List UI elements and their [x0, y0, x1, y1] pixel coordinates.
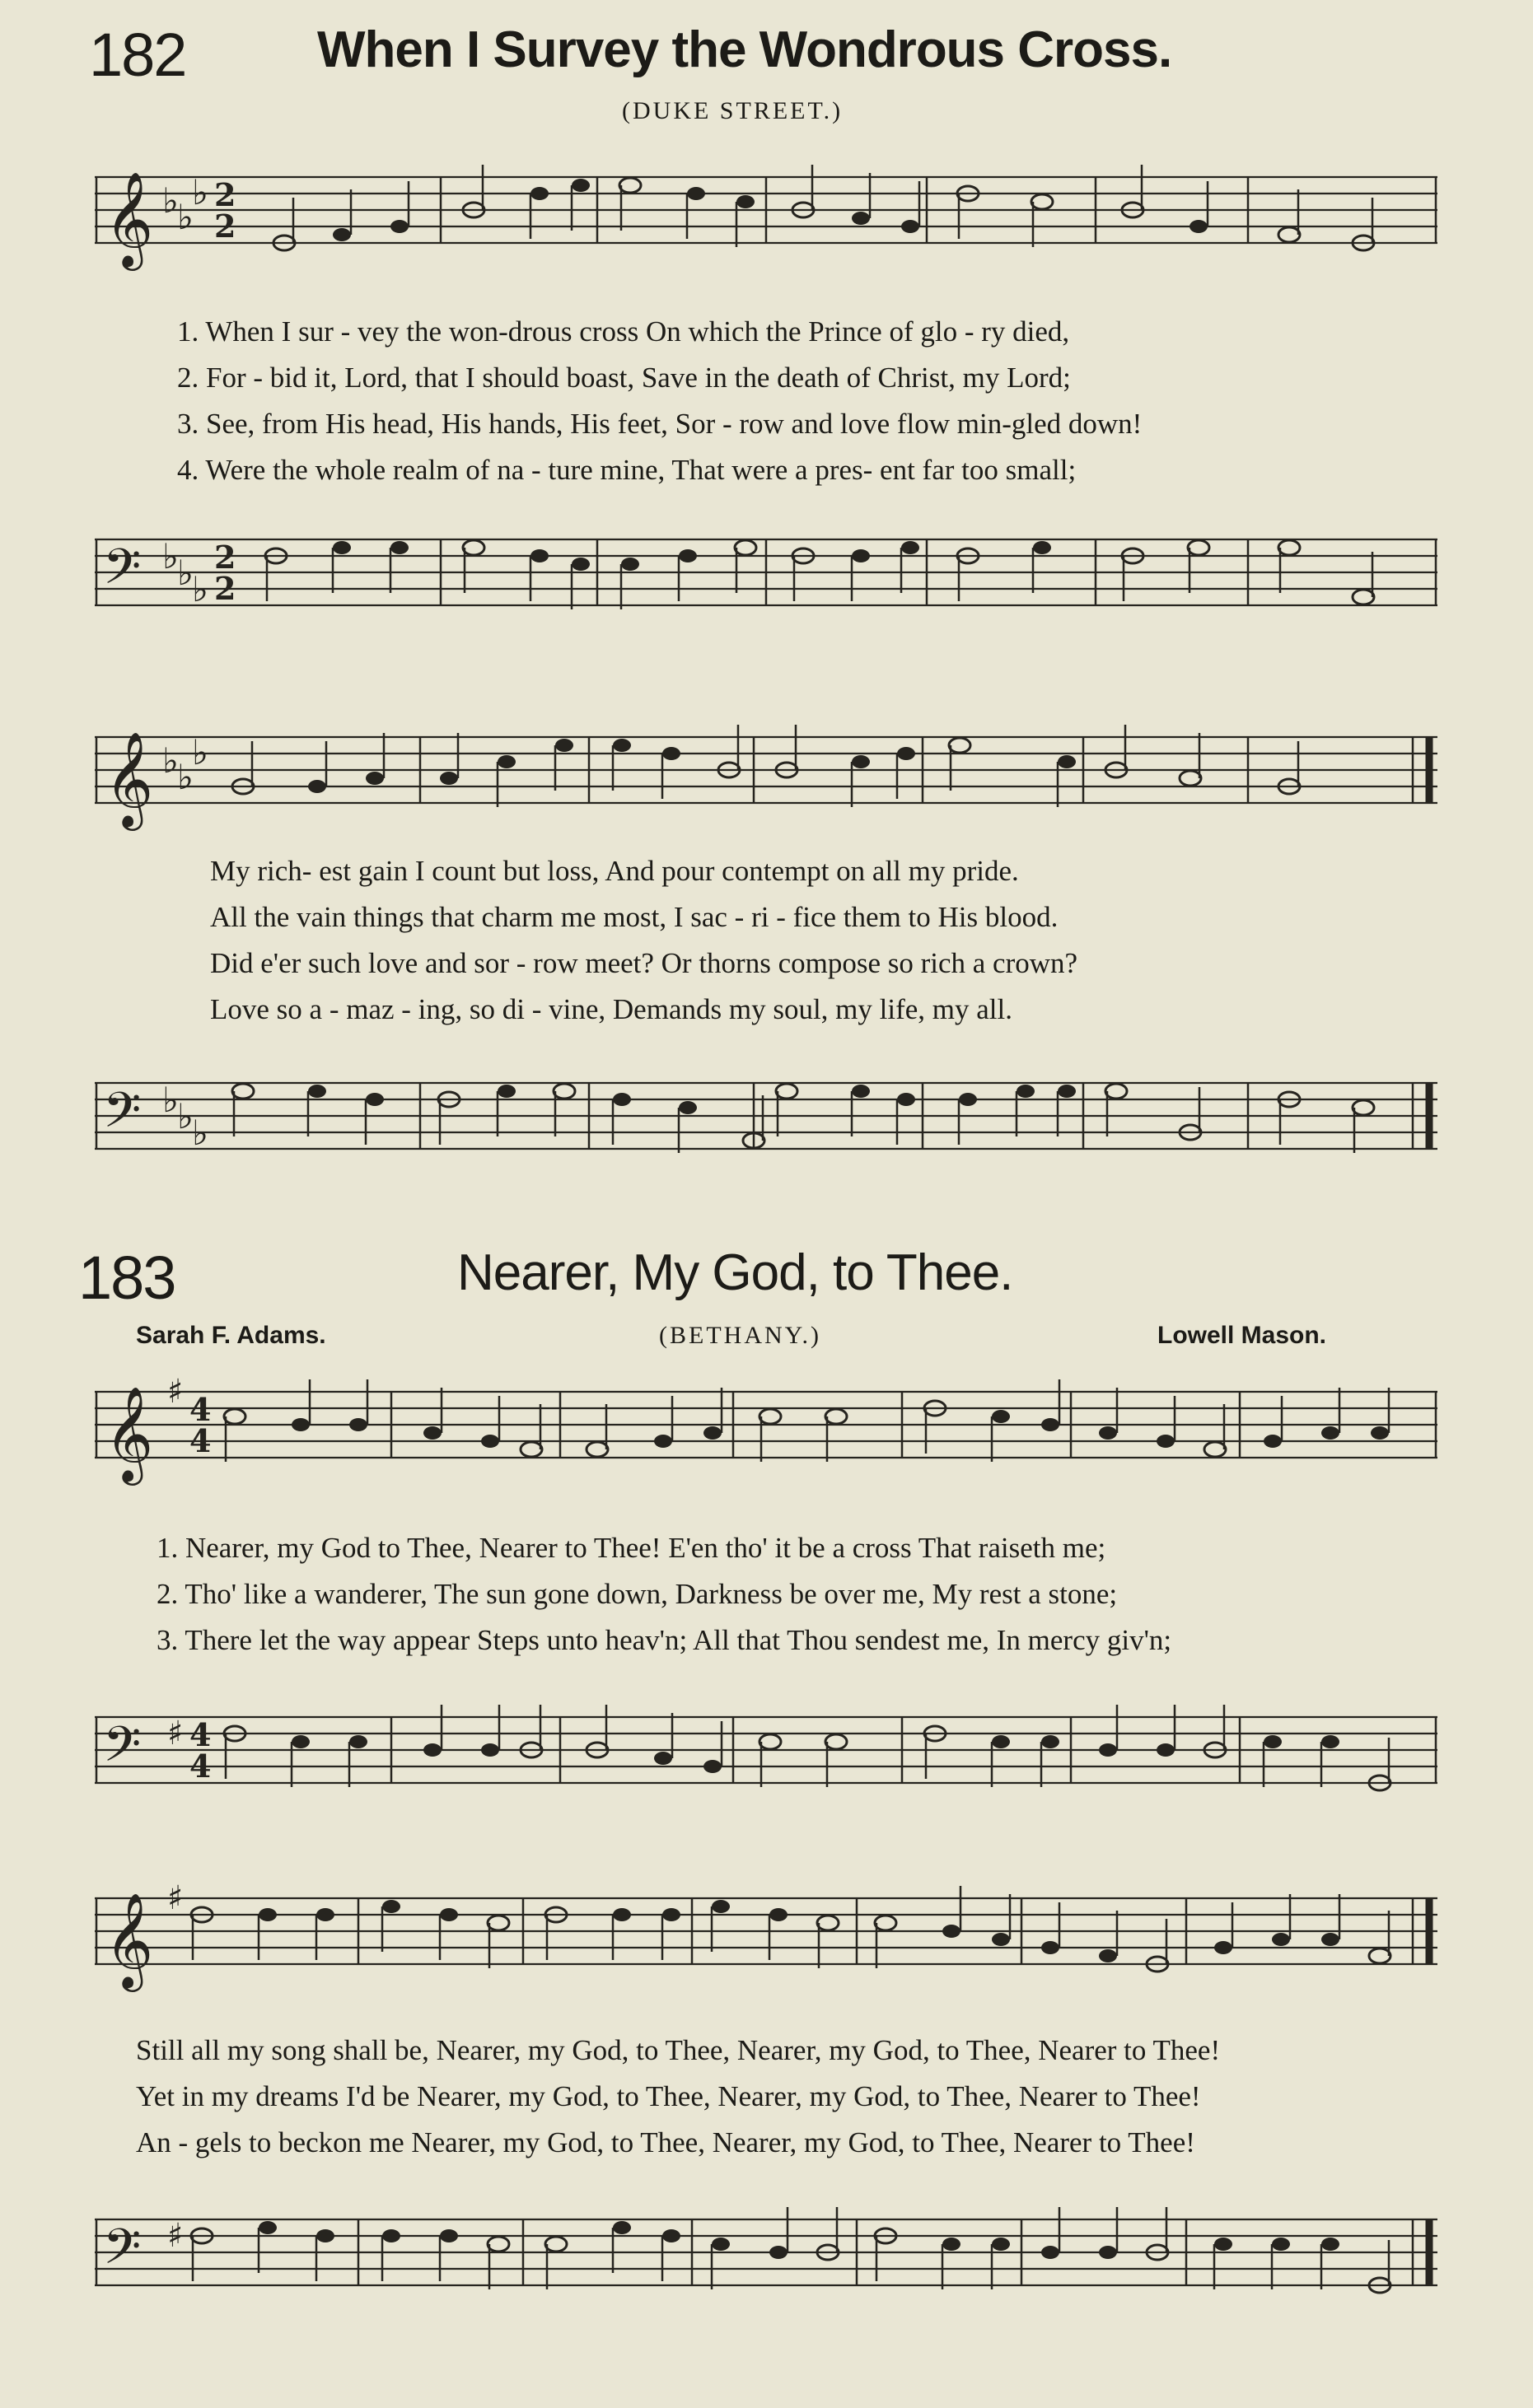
hymn-number: 183 — [78, 1244, 175, 1312]
treble-staff — [95, 1878, 1437, 1988]
svg-text:♭: ♭ — [162, 536, 179, 576]
lyricist-credit: Sarah F. Adams. — [136, 1322, 326, 1349]
svg-text:2: 2 — [214, 176, 236, 213]
notes — [232, 1084, 1374, 1153]
bass-clef-icon: 𝄢 — [103, 1715, 142, 1785]
bass-staff — [95, 1705, 1437, 1804]
verse-line: 1. When I sur - vey the won-drous cross On which the Prince of glo - ry died, — [177, 315, 1070, 348]
svg-text:2: 2 — [214, 570, 236, 607]
svg-text:♯: ♯ — [167, 1372, 184, 1411]
svg-text:2: 2 — [214, 539, 236, 576]
treble-clef-icon: 𝄞 — [105, 170, 154, 267]
treble-staff — [95, 725, 1437, 827]
svg-text:4: 4 — [189, 1422, 212, 1459]
svg-text:♭: ♭ — [177, 197, 194, 237]
svg-text:♭: ♭ — [192, 172, 208, 212]
svg-text:♭: ♭ — [162, 740, 179, 781]
verse-line: 3. See, from His head, His hands, His feet, Sor - row and love flow min-gled down! — [177, 408, 1143, 440]
svg-text:♭: ♭ — [177, 553, 194, 593]
verse-line: Yet in my dreams I'd be Nearer, my God, to Thee, Nearer, my God, to Thee, Nearer to Thee! — [136, 2080, 1201, 2112]
svg-text:♭: ♭ — [192, 732, 208, 772]
verse-line: 4. Were the whole realm of na - ture mine, That were a pres- ent far too small; — [177, 454, 1077, 486]
verse-line: 3. There let the way appear Steps unto heav'n; All that Thou sendest me, In mercy giv'n; — [157, 1624, 1172, 1656]
svg-text:♭: ♭ — [177, 757, 194, 797]
svg-text:♭: ♭ — [192, 1113, 208, 1153]
bass-clef-icon: 𝄢 — [103, 1081, 142, 1150]
svg-text:♭: ♭ — [162, 180, 179, 221]
treble-clef-icon: 𝄞 — [105, 1892, 154, 1988]
svg-text:♭: ♭ — [177, 1096, 194, 1136]
bass-staff — [95, 1071, 1437, 1169]
hymn-title: Nearer, My God, to Thee. — [457, 1244, 1013, 1301]
bass-clef-icon: 𝄢 — [103, 538, 142, 607]
hymn-title: When I Survey the Wondrous Cross. — [317, 21, 1172, 78]
verse-line: Did e'er such love and sor - row meet? Or thorns compose so rich a crown? — [210, 947, 1078, 979]
hymn-number: 182 — [89, 21, 186, 89]
tune-name: (BETHANY.) — [659, 1322, 821, 1349]
verse-line: An - gels to beckon me Nearer, my God, to Thee, Nearer, my God, to Thee, Nearer to Thee! — [136, 2126, 1195, 2158]
bass-staff — [95, 527, 1437, 626]
verse-line: All the vain things that charm me most, I sac - ri - fice them to His blood. — [210, 901, 1059, 933]
svg-text:4: 4 — [189, 1391, 212, 1428]
svg-text:4: 4 — [189, 1748, 212, 1785]
verse-line: Love so a - maz - ing, so di - vine, Demands my soul, my life, my all. — [210, 993, 1012, 1025]
svg-text:♯: ♯ — [167, 2216, 184, 2255]
verse-line: 2. Tho' like a wanderer, The sun gone down, Darkness be over me, My rest a stone; — [157, 1578, 1118, 1610]
bass-clef-icon: 𝄢 — [103, 2218, 142, 2287]
treble-clef-icon: 𝄞 — [105, 1385, 154, 1482]
svg-text:2: 2 — [214, 208, 236, 245]
composer-credit: Lowell Mason. — [1157, 1322, 1327, 1349]
svg-text:♭: ♭ — [162, 1080, 179, 1120]
treble-staff — [95, 165, 1437, 267]
svg-text:♭: ♭ — [192, 569, 208, 609]
svg-text:♯: ♯ — [167, 1714, 184, 1752]
verse-line: Still all my song shall be, Nearer, my God, to Thee, Nearer, my God, to Thee, Nearer to Thee! — [136, 2034, 1221, 2066]
verse-line: 2. For - bid it, Lord, that I should boast, Save in the death of Christ, my Lord; — [177, 362, 1071, 394]
bass-staff — [95, 2207, 1437, 2306]
treble-staff — [95, 1372, 1437, 1482]
treble-clef-icon: 𝄞 — [105, 730, 154, 827]
tune-name: (DUKE STREET.) — [622, 97, 844, 124]
verse-line: 1. Nearer, my God to Thee, Nearer to Thee! E'en tho' it be a cross That raiseth me; — [157, 1532, 1106, 1564]
svg-text:♯: ♯ — [167, 1878, 184, 1917]
notes — [265, 540, 1374, 609]
verse-line: My rich- est gain I count but loss, And pour contempt on all my pride. — [210, 855, 1019, 887]
svg-text:4: 4 — [189, 1716, 212, 1753]
